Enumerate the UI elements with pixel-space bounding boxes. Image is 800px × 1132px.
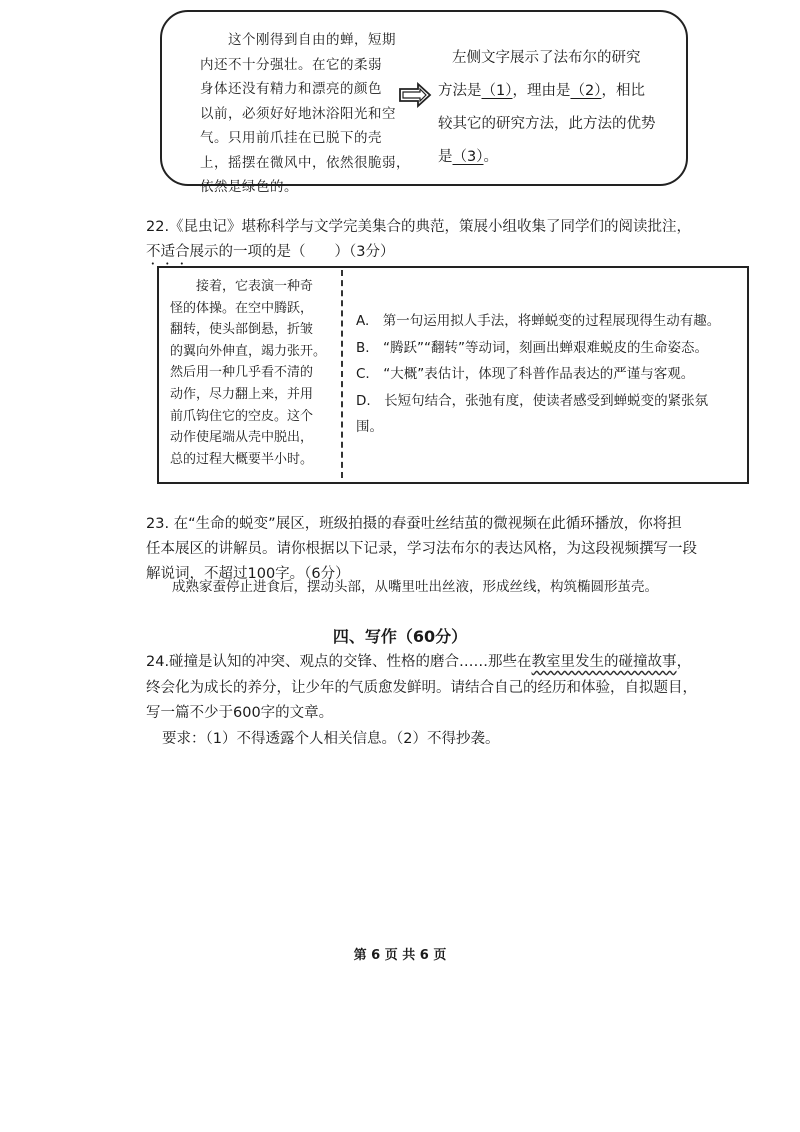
passage-line: 以前，必须好好地沐浴阳光和空 [200, 105, 396, 122]
passage-line: 怪的体操。在空中腾跃， [170, 300, 314, 316]
passage-line: 总的过程大概要半小时。 [170, 451, 314, 467]
emphasis-text: 不适合 [146, 244, 190, 260]
passage-line: 身体还没有精力和漂亮的颜色 [200, 81, 382, 97]
question-23-line: 解说词，不超过100字。（6分） [146, 566, 350, 582]
cicada-passage [200, 28, 410, 200]
option-b: B. “腾跃”“翻转”等动词，刻画出蝉艰难蜕皮的生命姿态。 [356, 339, 709, 356]
passage-line: 气。只用前爪挂在已脱下的壳 [200, 130, 382, 146]
answer-options [356, 308, 746, 441]
wavy-underline-text: 教室里发生的碰撞故事 [531, 654, 677, 670]
silkworm-record: 成熟家蚕停止进食后，摆动头部，从嘴里吐出丝液，形成丝线，构筑椭圆形茧壳。 [172, 579, 658, 595]
question-23-line: 任本展区的讲解员。请你根据以下记录，学习法布尔的表达风格，为这段视频撰写一段 [146, 541, 697, 557]
passage-line: 这个刚得到自由的蝉，短期 [228, 32, 396, 48]
requirements: 要求：（1）不得透露个人相关信息。（2）不得抄袭。 [162, 730, 500, 747]
dashed-divider [341, 270, 343, 478]
question-line: 方法是（1），理由是（2），相比 [438, 83, 645, 99]
question-24-line: 终会化为成长的养分，让少年的气质愈发鲜明。请结合自己的经历和体验，自拟题目， [146, 679, 697, 696]
option-c: C. “大概”表估计，体现了科普作品表达的严谨与客观。 [356, 366, 695, 382]
question-line: 较其它的研究方法，此方法的优势 [438, 116, 656, 132]
question-24 [146, 650, 766, 752]
blank-2: （2） [570, 83, 602, 99]
question-23 [146, 512, 766, 587]
passage-line: 接着，它表演一种奇 [196, 279, 314, 294]
question-22 [146, 215, 766, 268]
question-23-line: 23. 在“生命的蜕变”展区，班级拍摄的春蚕吐丝结茧的微视频在此循环播放，你将担 [146, 516, 682, 532]
question-22-line: 不适合展示的一项的是（ ）（3分） [146, 244, 395, 260]
blank-3: （3） [452, 149, 484, 165]
molting-passage [170, 276, 335, 470]
question-line: 是（3）。 [438, 149, 498, 165]
double-right-arrow-icon [398, 82, 432, 108]
passage-line: 动作，尽力翻上来，并用 [170, 386, 314, 402]
page-number: 第 6 页 共 6 页 [353, 948, 447, 963]
blank-1: （1） [481, 83, 513, 99]
question-24-line: 写一篇不少于600字的文章。 [146, 705, 334, 721]
passage-line: 前爪钩住它的空皮。这个 [170, 408, 314, 424]
question-22-line: 22.《昆虫记》堪称科学与文学完美集合的典范，策展小组收集了同学们的阅读批注， [146, 219, 692, 235]
section-title: 四、写作（60分） [332, 627, 468, 646]
passage-line: 依然是绿色的。 [200, 179, 298, 195]
passage-line: 内还不十分强壮。在它的柔弱 [200, 56, 382, 73]
passage-line: 上，摇摆在微风中，依然很脆弱， [200, 154, 410, 171]
option-a: A. 第一句运用拟人手法，将蝉蜕变的过程展现得生动有趣。 [356, 313, 721, 329]
passage-line: 翻转，使头部倒悬，折皱 [170, 322, 314, 338]
question-line: 左侧文字展示了法布尔的研究 [452, 50, 641, 66]
option-d: D. 长短句结合，张弛有度，使读者感受到蝉蜕变的紧张氛 [356, 392, 709, 409]
question-24-line: 24.碰撞是认知的冲突、观点的交锋、性格的磨合……那些在教室里发生的碰撞故事， [146, 654, 692, 670]
research-method-question [438, 42, 678, 174]
passage-line: 然后用一种几乎看不清的 [170, 365, 314, 381]
option-d-continued: 围。 [356, 419, 383, 435]
passage-line: 动作使尾端从壳中脱出， [170, 430, 314, 446]
passage-line: 的翼向外伸直，竭力张开。 [170, 343, 327, 359]
